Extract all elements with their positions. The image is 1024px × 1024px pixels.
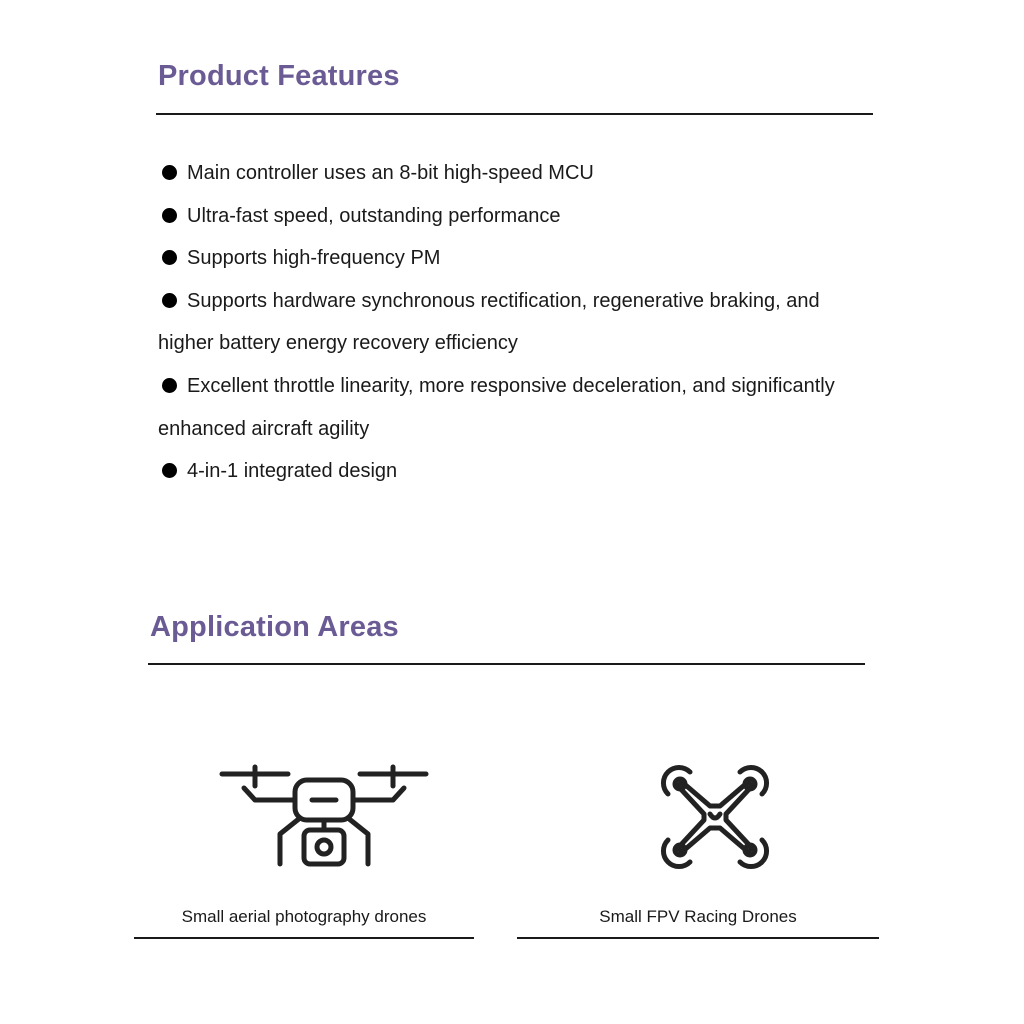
feature-item: Main controller uses an 8-bit high-speed MCU	[158, 152, 858, 195]
product-features-divider	[156, 113, 873, 115]
bullet-icon	[162, 463, 177, 478]
application-label-underline	[134, 937, 474, 939]
bullet-icon	[162, 208, 177, 223]
camera-drone-icon	[218, 762, 430, 870]
feature-list	[158, 152, 858, 493]
application-label: Small FPV Racing Drones	[599, 907, 797, 926]
product-features-heading: Product Features	[158, 60, 400, 92]
bullet-icon	[162, 378, 177, 393]
bullet-icon	[162, 293, 177, 308]
feature-item: Excellent throttle linearity, more responsive deceleration, and significantly enhanced aircraft agility	[158, 374, 835, 440]
bullet-icon	[162, 165, 177, 180]
application-label-underline	[517, 937, 879, 939]
feature-item: Supports hardware synchronous rectification, regenerative braking, and higher battery energy recovery efficiency	[158, 289, 820, 355]
quadcopter-icon	[660, 764, 770, 870]
application-label: Small aerial photography drones	[181, 907, 427, 926]
feature-item: 4-in-1 integrated design	[158, 450, 858, 493]
feature-item: Supports high-frequency PM	[158, 237, 858, 280]
application-areas-heading: Application Areas	[150, 611, 399, 643]
feature-item: Ultra-fast speed, outstanding performance	[158, 195, 858, 238]
bullet-icon	[162, 250, 177, 265]
application-areas-divider	[148, 663, 865, 665]
